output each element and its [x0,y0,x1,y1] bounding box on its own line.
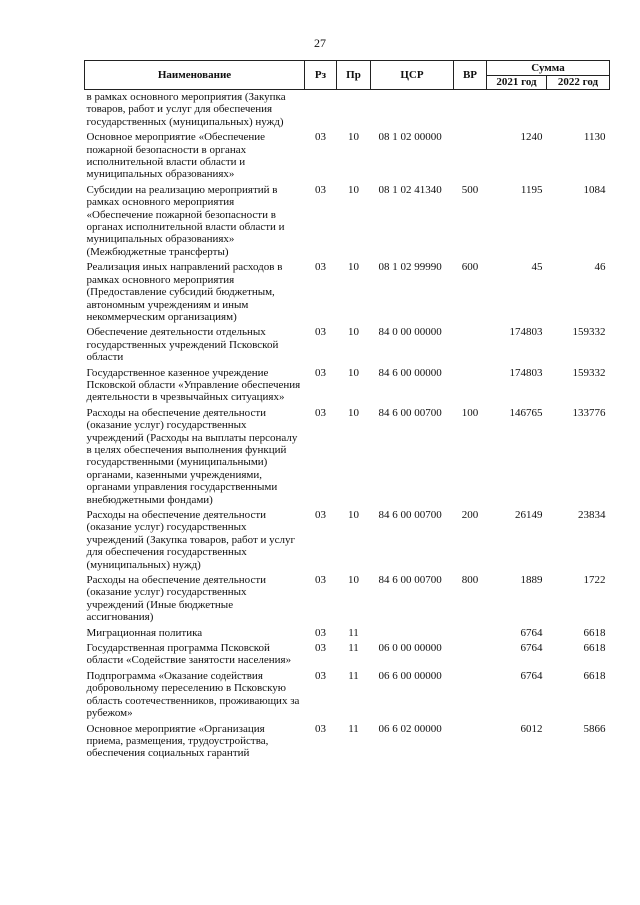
cell-name: Субсидии на реализацию мероприятий в рамках основного мероприятия «Обеспечение пожарной безопасности в органах исполнительной власти области и муниципальных образованиях» (Межбюджетные трансферты) [86,183,285,258]
cell-vr [454,325,487,365]
table-row [85,508,610,573]
cell-name: Обеспечение деятельности отдельных государственных учреждений Псковской области [86,326,279,364]
cell-sum-2021: 1240 [520,131,543,144]
cell-sum-2022: 6618 [583,642,606,655]
header-csr: ЦСР [371,61,454,90]
cell-sum-2022: 133776 [572,406,606,419]
table-row [85,183,610,260]
cell-rz: 03 [315,326,326,339]
cell-name: в рамках основного мероприятия (Закупка товаров, работ и услуг для обеспечения государственных (муниципальных) нужд) [86,91,286,128]
cell-vr [454,130,487,183]
cell-vr [454,366,487,406]
cell-sum-2021 [487,90,547,131]
cell-rz: 03 [315,406,326,419]
cell-name: Миграционная политика [86,626,203,639]
cell-name: Расходы на обеспечение деятельности (оказание услуг) государственных учреждений (Расходы на выплаты персоналу в целях обеспечения выполнения функций государственными (муниципальными) органами, казенными учреждениями, органами управления государственными внебюджетными фондами) [86,406,298,506]
cell-vr [454,669,487,722]
header-sum: Сумма [487,61,610,76]
table-header [85,61,610,90]
table-row [85,366,610,406]
cell-sum-2022 [547,90,610,131]
cell-name: Государственная программа Псковской области «Содействие занятости населения» [86,642,292,667]
cell-vr: 100 [461,406,479,419]
cell-pr: 10 [348,326,359,339]
cell-sum-2022: 1084 [583,183,606,196]
cell-sum-2022: 1722 [583,574,606,587]
cell-sum-2022: 159332 [572,366,606,379]
cell-csr: 84 6 00 00700 [378,509,442,521]
cell-vr [454,626,487,641]
cell-rz: 03 [315,574,326,587]
cell-sum-2021: 6012 [520,722,543,735]
cell-sum-2022: 23834 [578,509,606,521]
table-row [85,325,610,365]
cell-sum-2021: 6764 [520,642,543,655]
header-year-2022: 2022 год [547,76,610,90]
cell-vr [454,722,487,762]
cell-rz: 03 [315,366,326,379]
cell-rz: 03 [315,131,326,144]
header-pr: Пр [337,61,371,90]
header-name: Наименование [85,61,305,90]
cell-csr: 84 6 00 00700 [378,574,442,587]
cell-sum-2021: 174803 [509,366,543,379]
table-body [85,90,610,762]
cell-name: Расходы на обеспечение деятельности (оказание услуг) государственных учреждений (Иные бюджетные ассигнования) [86,574,267,624]
table-row [85,722,610,762]
cell-pr [337,90,371,131]
table-row [85,669,610,722]
cell-pr: 10 [348,366,359,379]
cell-sum-2021: 1889 [520,574,543,587]
cell-name: Подпрограмма «Оказание содействия добровольному переселению в Псковскую область соотечественников, проживающих за рубежом» [86,669,300,720]
cell-rz: 03 [315,626,326,639]
cell-sum-2022: 1130 [583,131,606,144]
cell-sum-2022: 6618 [583,626,606,639]
cell-pr: 11 [348,722,359,735]
cell-csr [371,626,454,641]
cell-sum-2021: 6764 [520,669,543,682]
cell-csr: 08 1 02 41340 [378,183,442,196]
table-row [85,260,610,325]
cell-rz: 03 [315,261,326,274]
cell-sum-2022: 159332 [572,326,606,339]
table-row [85,626,610,641]
cell-sum-2021: 6764 [520,626,543,639]
cell-csr: 84 6 00 00000 [378,366,442,379]
cell-sum-2021: 45 [531,261,543,274]
cell-rz [305,90,337,131]
cell-sum-2022: 6618 [583,669,606,682]
cell-csr: 08 1 02 00000 [378,131,442,144]
cell-sum-2021: 26149 [515,509,543,521]
cell-pr: 10 [348,406,359,419]
budget-table [84,60,610,762]
cell-sum-2021: 174803 [509,326,543,339]
cell-csr: 06 6 02 00000 [378,722,442,735]
cell-rz: 03 [315,183,326,196]
cell-vr: 200 [461,509,479,521]
cell-pr: 10 [348,509,359,521]
cell-pr: 11 [348,626,359,639]
cell-name: Реализация иных направлений расходов в рамках основного мероприятия (Предоставление субсидий бюджетным, автономным учреждениям и иным некоммерческим организациям) [86,261,283,323]
table-row [85,573,610,626]
cell-name: Расходы на обеспечение деятельности (оказание услуг) государственных учреждений (Закупка товаров, работ и услуг для обеспечения государственных (муниципальных) нужд) [86,509,296,571]
cell-name: Государственное казенное учреждение Псковской области «Управление обеспечения деятельности в чрезвычайных ситуациях» [86,366,301,404]
table-row [85,90,610,131]
cell-vr [454,90,487,131]
table-row [85,130,610,183]
cell-name: Основное мероприятие «Организация приема, размещения, трудоустройства, обеспечения социальных гарантий [86,722,269,760]
table-row [85,641,610,669]
table-row [85,406,610,508]
cell-pr: 10 [348,131,359,144]
cell-vr: 600 [461,261,479,274]
cell-sum-2021: 146765 [509,406,543,419]
cell-pr: 11 [348,669,359,682]
cell-sum-2022: 5866 [583,722,606,735]
page-number: 27 [314,36,326,50]
cell-csr: 06 6 00 00000 [378,669,442,682]
cell-csr: 08 1 02 99990 [378,261,442,274]
cell-vr: 800 [461,574,479,587]
cell-rz: 03 [315,509,326,521]
cell-csr: 84 6 00 00700 [378,406,442,419]
cell-csr: 06 0 00 00000 [378,642,442,655]
cell-pr: 10 [348,183,359,196]
cell-pr: 10 [348,261,359,274]
cell-csr [371,90,454,131]
cell-pr: 11 [348,642,359,655]
cell-csr: 84 0 00 00000 [378,326,442,339]
cell-rz: 03 [315,642,326,655]
header-rz: Рз [305,61,337,90]
cell-vr: 500 [461,183,479,196]
header-vr: ВР [454,61,487,90]
cell-rz: 03 [315,669,326,682]
cell-sum-2021: 1195 [520,183,543,196]
cell-pr: 10 [348,574,359,587]
header-year-2021: 2021 год [487,76,547,90]
cell-vr [454,641,487,669]
cell-sum-2022: 46 [594,261,606,274]
cell-name: Основное мероприятие «Обеспечение пожарной безопасности в органах исполнительной власти области и муниципальных образованиях» [86,131,266,181]
cell-rz: 03 [315,722,326,735]
